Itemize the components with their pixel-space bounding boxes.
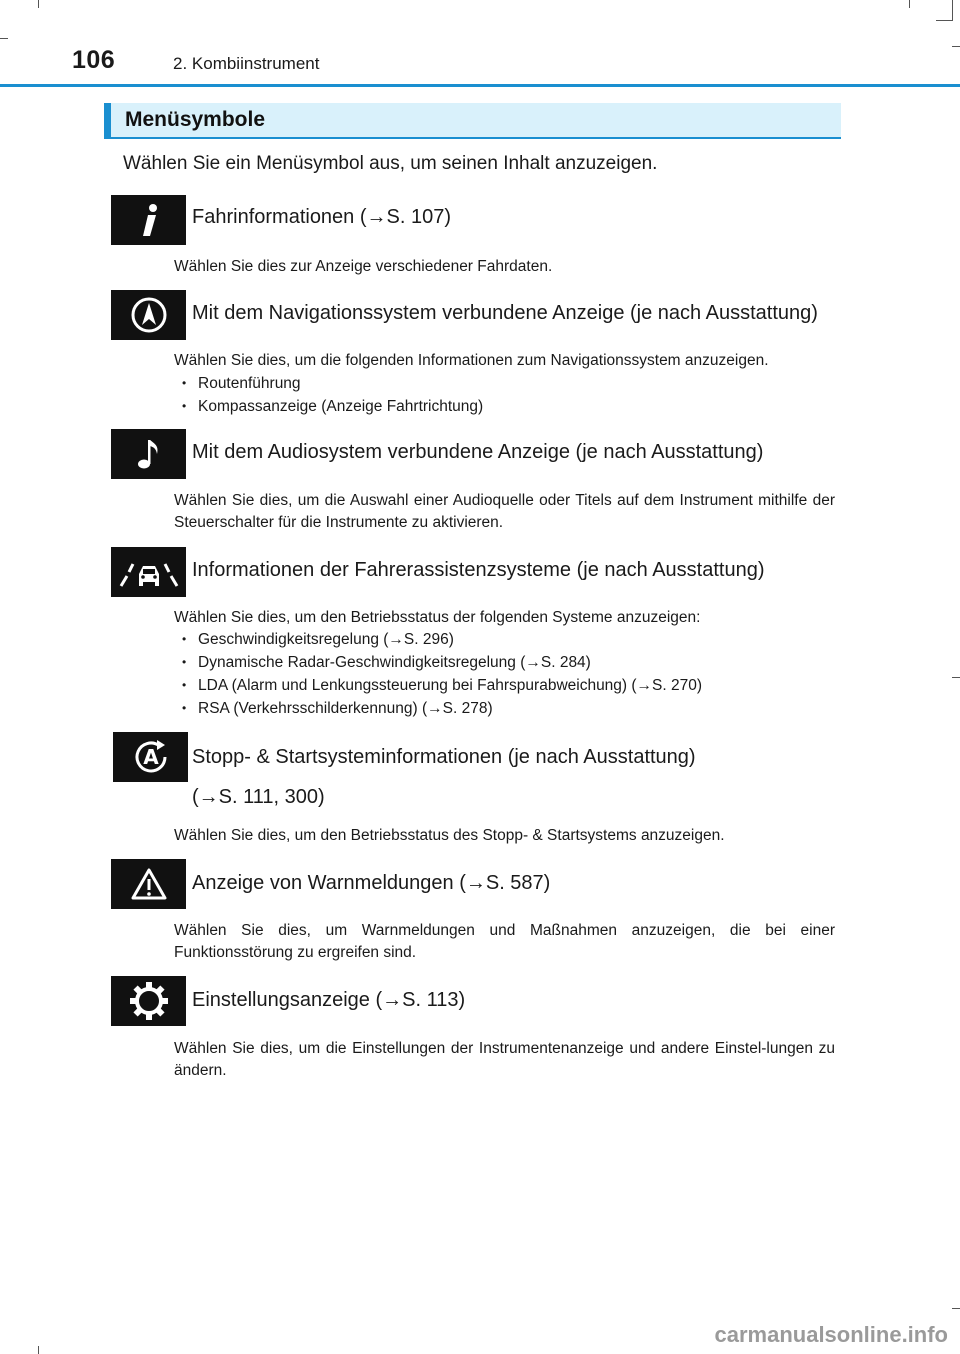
section-header: [104, 103, 841, 139]
driver-assist-icon: [111, 547, 186, 597]
list-item: • Geschwindigkeitsregelung (→S. 296): [182, 628, 702, 651]
bullet-list: [182, 372, 483, 418]
bullet-list: [182, 628, 702, 720]
list-item: • LDA (Alarm und Lenkungssteuerung bei Fahrspurabweichung) (→S. 270): [182, 674, 702, 697]
crop-mark: [952, 46, 960, 47]
crop-mark: [909, 0, 910, 8]
list-item: • Kompassanzeige (Anzeige Fahrtrichtung): [182, 395, 483, 418]
crop-mark: [952, 0, 953, 20]
music-note-icon: [111, 429, 186, 479]
section-title: Menüsymbole: [125, 108, 266, 131]
item-title-stopp-start: Stopp- & Startsysteminformationen (je nach Ausstattung): [192, 746, 696, 768]
watermark: carmanualsonline.info: [714, 1322, 948, 1347]
item-desc: Wählen Sie dies, um die folgenden Informationen zum Navigationssystem anzuzeigen.: [174, 352, 769, 369]
warning-icon: [111, 859, 186, 909]
crop-mark: [952, 677, 960, 678]
item-desc: Wählen Sie dies, um den Betriebsstatus der folgenden Systeme anzuzeigen:: [174, 609, 701, 626]
info-icon: [111, 195, 186, 245]
item-title-navigation: Mit dem Navigationssystem verbundene Anzeige (je nach Ausstattung): [192, 302, 818, 324]
item-desc: Wählen Sie dies zur Anzeige verschiedener Fahrdaten.: [174, 258, 553, 275]
svg-text:A: A: [142, 745, 159, 769]
stop-start-icon: [113, 732, 188, 782]
navigation-icon: [111, 290, 186, 340]
item-desc: Wählen Sie dies, um die Auswahl einer Audioquelle oder Titels auf dem Instrument mithilfe der Steuerschalter für die Instrumente zu aktivieren.: [174, 492, 835, 531]
list-item: • Dynamische Radar-Geschwindigkeitsregelung (→S. 284): [182, 651, 702, 674]
intro-text: Wählen Sie ein Menüsymbol aus, um seinen Inhalt anzuzeigen.: [123, 153, 658, 174]
crop-mark: [952, 1308, 960, 1309]
item-desc: Wählen Sie dies, um die Einstellungen der Instrumentenanzeige und andere Einstel-lungen zu ändern.: [174, 1040, 835, 1079]
list-item: • RSA (Verkehrsschilderkennung) (→S. 278): [182, 697, 702, 720]
crop-mark: [0, 38, 8, 39]
crop-mark: [38, 1346, 39, 1354]
item-desc: Wählen Sie dies, um Warnmeldungen und Maßnahmen anzuzeigen, die bei einer Funktionsstörung zu ergreifen sind.: [174, 922, 835, 961]
chapter-title: 2. Kombiinstrument: [173, 54, 320, 73]
header-rule: [0, 84, 960, 87]
list-item: • Routenführung: [182, 372, 483, 395]
item-title-warnmeldungen: Anzeige von Warnmeldungen (→S. 587): [192, 872, 551, 894]
item-title-stopp-start-ref: (→S. 111, 300): [192, 786, 325, 808]
item-title-fahrerassistenz: Informationen der Fahrerassistenzsysteme (je nach Ausstattung): [192, 559, 765, 581]
page-number: 106: [72, 46, 116, 74]
gear-icon: [111, 976, 186, 1026]
item-title-einstellungen: Einstellungsanzeige (→S. 113): [192, 989, 466, 1011]
item-desc: Wählen Sie dies, um den Betriebsstatus des Stopp- & Startsystems anzuzeigen.: [174, 827, 725, 844]
crop-mark: [936, 20, 953, 21]
item-title-fahrinformationen: Fahrinformationen (→S. 107): [192, 206, 452, 228]
item-title-audio: Mit dem Audiosystem verbundene Anzeige (je nach Ausstattung): [192, 441, 764, 463]
crop-mark: [38, 0, 39, 8]
